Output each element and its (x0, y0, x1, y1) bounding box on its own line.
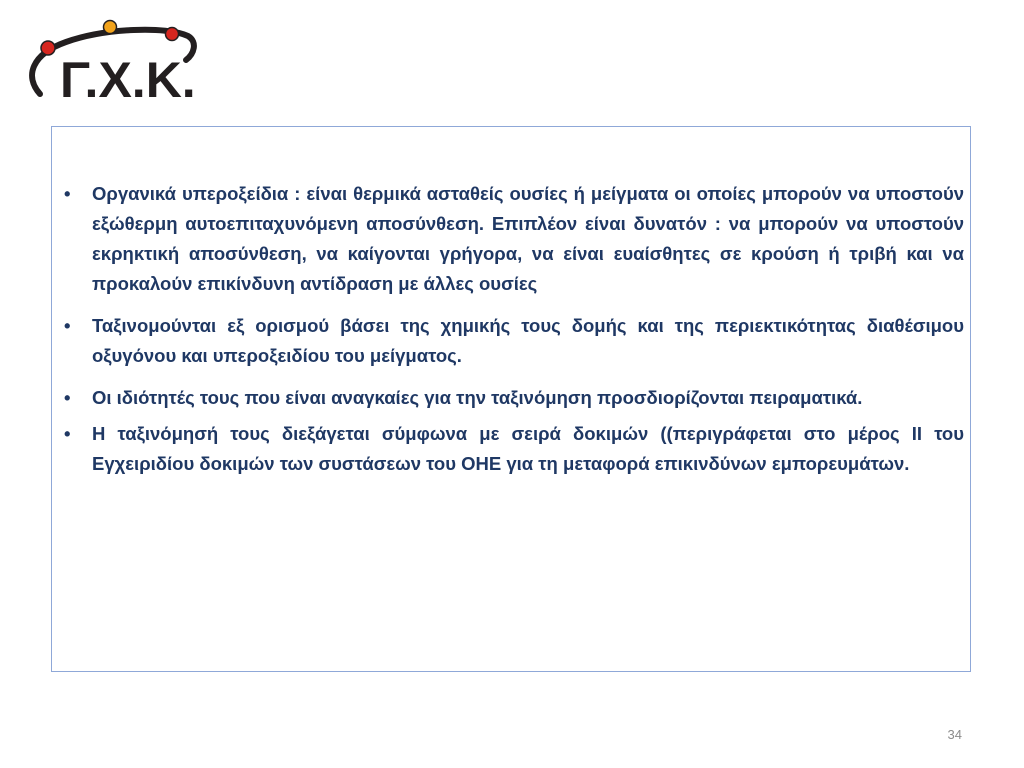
bullet-icon: • (64, 315, 71, 336)
content-box (51, 126, 971, 672)
bullet-icon: • (64, 387, 71, 408)
list-item (62, 419, 964, 479)
list-item (62, 311, 964, 371)
logo (26, 14, 206, 106)
bullet-text: Η ταξινόμησή τους διεξάγεται σύμφωνα με σειρά δοκιμών ((περιγράφεται στο μέρος ΙΙ του Εγχειριδίου δοκιμών των συστάσεων του ΟΗΕ για τη μεταφορά επικινδύνων εμπορευμάτων. (92, 423, 964, 474)
list-item (62, 383, 964, 413)
bullet-text: Οργανικά υπεροξείδια : είναι θερμικά ασταθείς ουσίες ή μείγματα οι οποίες μπορούν να υποστούν εξώθερμη αυτοεπιταχυνόμενη αποσύνθεση. Επιπλέον είναι δυνατόν : να μπορούν να υποστούν εκρηκτική αποσύνθεση, να καίγονται γρήγορα, να είναι ευαίσθητες σε κρούση ή τριβή και να προκαλούν επικίνδυνη αντίδραση με άλλες ουσίες (92, 183, 964, 294)
logo-dot-orange-icon (104, 21, 117, 34)
logo-text: Γ.Χ.Κ. (60, 52, 196, 108)
page-number: 34 (947, 727, 962, 742)
logo-dot-red-icon (166, 28, 179, 41)
list-item (62, 179, 964, 299)
logo-dot-red-icon (41, 41, 55, 55)
bullet-icon: • (64, 423, 71, 444)
bullet-text: Ταξινομούνται εξ ορισμού βάσει της χημικής τους δομής και της περιεκτικότητας διαθέσιμου οξυγόνου και υπεροξειδίου του μείγματος. (92, 315, 964, 366)
bullet-text: Οι ιδιότητές τους που είναι αναγκαίες για την ταξινόμηση προσδιορίζονται πειραματικά. (92, 387, 863, 408)
bullet-list (62, 179, 964, 479)
bullet-icon: • (64, 183, 71, 204)
